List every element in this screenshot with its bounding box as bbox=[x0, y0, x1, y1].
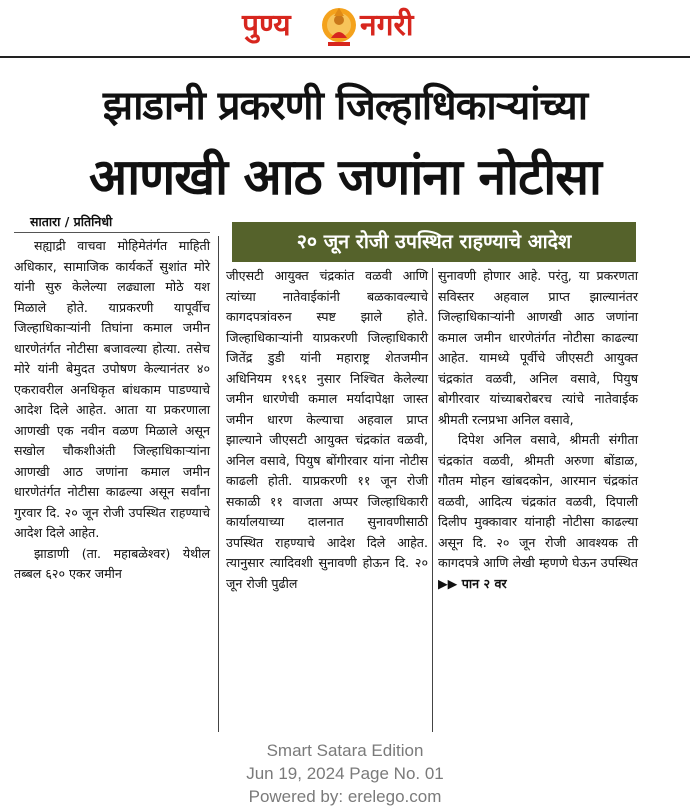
byline-divider bbox=[14, 232, 210, 233]
article-column-2 bbox=[226, 266, 428, 594]
column-1-paragraph-2: झाडाणी (ता. महाबळेश्वर) येथील तब्बल ६२० एकर जमीन bbox=[14, 545, 210, 581]
continued-on-page-link[interactable]: ▶▶ पान २ वर bbox=[438, 575, 507, 591]
article-column-1 bbox=[14, 236, 210, 585]
headline-line-2: आणखी आठ जणांना नोटीसा bbox=[89, 148, 601, 206]
subheadline-bar bbox=[232, 222, 636, 262]
column-3-paragraph-1: सुनावणी होणार आहे. परंतु, या प्रकरणता सविस्तर अहवाल प्राप्त झाल्यानंतर जिल्हाधिकाऱ्यांनी आणखी आठ जणांना कमाल जमीन धारणेतंर्गत नोटीसा काढल्या आहेत. यामध्ये पूर्वीचे जीएसटी आयुक्त चंद्रकांत वळवी, अनिल वसावे, पियुष बोगीरवार यांच्याबरोबरच त्यांचे नातेवाईक श्रीमती रत्नप्रभा अनिल वसावे, bbox=[438, 268, 638, 427]
column-1-paragraph-1: सह्याद्री वाचवा मोहिमेतंर्गत माहिती अधिकार, सामाजिक कार्यकर्ते सुशांत मोरे यांनी सुरु केलेल्या लढ्याला मोठे यश मिळाले होते. याप्रकरणी यापूर्वीच जिल्हाधिकाऱ्यांनी तिघांना कमाल जमीन धारणेतंर्गत नोटीसा बजावल्या होत्या. तसेच मोरे यांनी बेमुदत उपोषण केल्यानंतर ४० एकरावरील अनधिकृत बांधकाम पाडण्याचे आदेश दिले आहेत. आता या प्रकरणाला आणखी एक नवीन वळण मिळाले असून सखोल चौकशीअंती जिल्हाधिकाऱ्यांना आणखी आठ जणांना कमाल जमीन धारणेतंर्गत नोटीसा काढल्या असून सर्वांना गुरवार दि. २० जून रोजी उपस्थित राहण्याचे आदेश दिले आहेत. bbox=[14, 238, 210, 540]
byline: सातारा / प्रतिनिधी bbox=[30, 214, 113, 229]
edition-name: Smart Satara Edition bbox=[266, 741, 424, 760]
column-2-paragraph-1: जीएसटी आयुक्त चंद्रकांत वळवी आणि त्यांच्या नातेवाईकांनी बळकावल्याचे कागदपत्रांवरुन स्पष्ट झाले होते. जिल्हाधिकाऱ्यांनी याप्रकरणी जिल्हाधिकारी जितेंद्र डुडी यांनी महाराष्ट्र शेतजमीन अधिनियम १९६१ नुसार निश्चित केलेल्या जमीन धारणेची कमाल मर्यादापेक्षा जास्त जमीन धारण केल्याचा अहवाल प्राप्त झाल्याने जीएसटी आयुक्त चंद्रकांत वळवी, अनिल वसावे, पियुष बोंगीरवार यांना नोटीस काढली होती. याप्रकरणी ११ जून रोजी सकाळी ११ वाजता अप्पर जिल्हाधिकारी कार्यालयाच्या दालनात सुनावणीसाठी उपस्थित राहण्याचे आदेश दिले आहेत. त्यानुसार त्यादिवशी सुनावणी होऊन दि. २० जून रोजी पुढील bbox=[226, 268, 428, 591]
column-3-paragraph-2 bbox=[438, 430, 638, 594]
column-3-paragraph-2-text: दिपेश अनिल वसावे, श्रीमती संगीता चंद्रकांत वळवी, श्रीमती अरुणा बोंडाळ, गौतम मोहन खांबदकोन, आरमान चंद्रकांत वळवी, आदित्य चंद्रकांत वळवी, दिपाली दिलीप मुक्कावार यांनाही नोटीसा काढल्या असून दि. २० जून रोजी आवश्यक ती कागदपत्रे आणि लेखी म्हणणे घेऊन उपस्थित bbox=[438, 432, 638, 570]
logo-word-left: पुण्य bbox=[242, 8, 291, 43]
column-divider bbox=[432, 268, 433, 732]
deity-emblem-icon bbox=[320, 4, 358, 50]
column-divider bbox=[218, 236, 219, 732]
masthead bbox=[0, 0, 690, 58]
powered-by: Powered by: erelego.com bbox=[248, 787, 442, 806]
article-column-3 bbox=[438, 266, 638, 594]
headline-line-1: झाडानी प्रकरणी जिल्हाधिकाऱ्यांच्या bbox=[102, 83, 588, 129]
logo-word-right: नगरी bbox=[360, 8, 414, 43]
newspaper-logo bbox=[242, 4, 452, 52]
edition-date-page: Jun 19, 2024 Page No. 01 bbox=[246, 764, 444, 783]
subheadline: २० जून रोजी उपस्थित राहण्याचे आदेश bbox=[296, 230, 572, 253]
